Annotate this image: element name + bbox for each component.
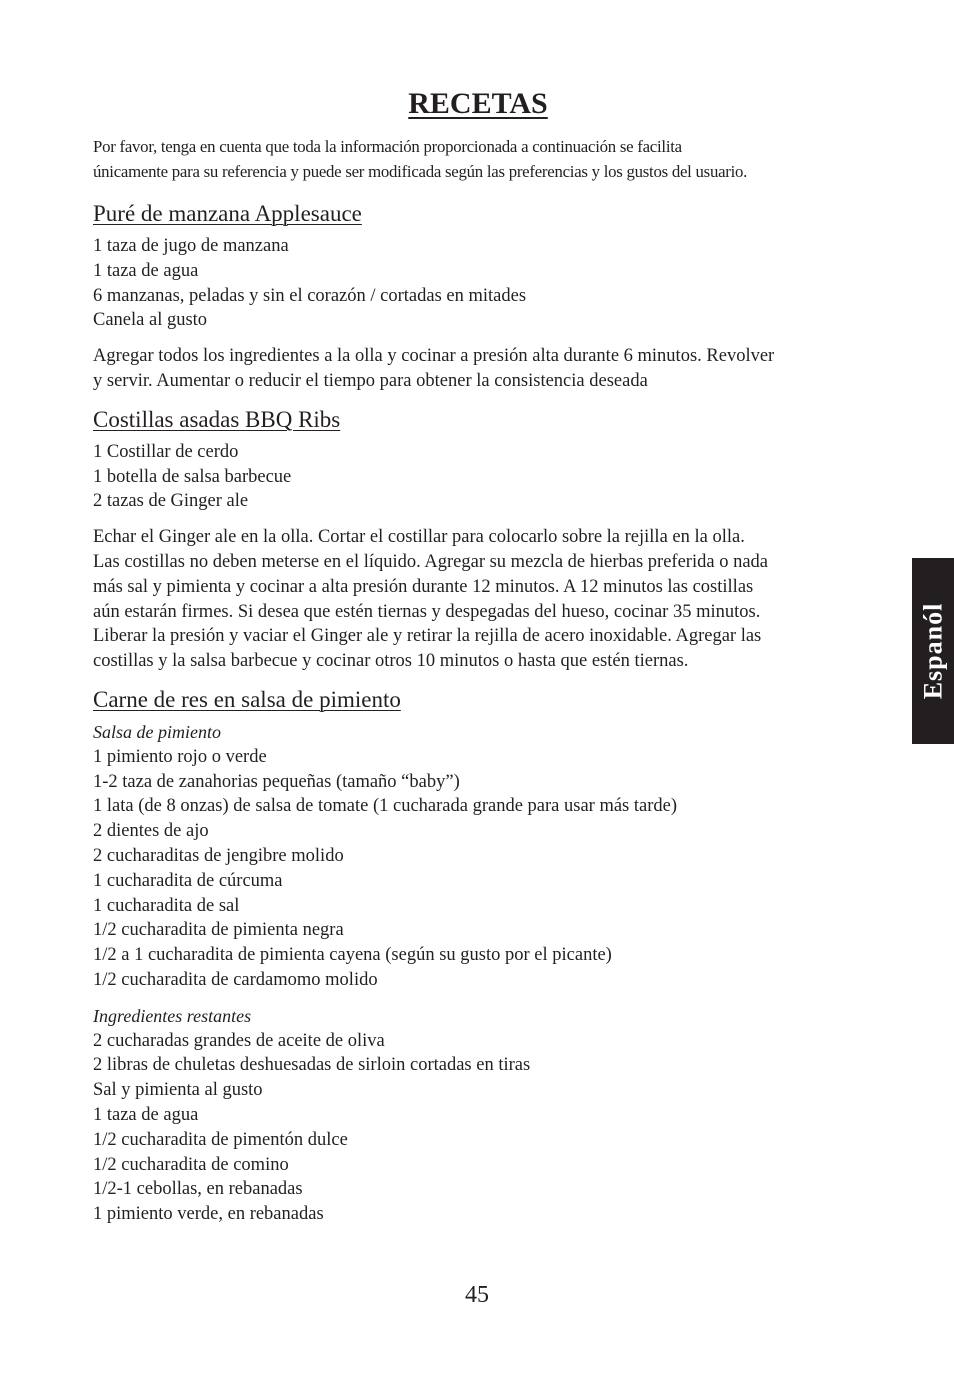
page-number: 45 <box>465 1282 489 1308</box>
ingredient-item: 1-2 taza de zanahorias pequeñas (tamaño “baby”) <box>93 771 460 792</box>
recipe-title: Carne de res en salsa de pimiento <box>93 686 401 712</box>
page-title: RECETAS <box>408 87 548 120</box>
recipe-title: Puré de manzana Applesauce <box>93 201 362 226</box>
ingredient-item: 1/2 cucharadita de pimienta negra <box>93 920 344 941</box>
instructions-paragraph <box>93 525 863 674</box>
ingredient-item: 1 taza de agua <box>93 260 199 281</box>
instructions-paragraph <box>93 344 863 394</box>
ingredient-item: 6 manzanas, peladas y sin el corazón / cortadas en mitades <box>93 285 527 306</box>
ingredient-list <box>93 1029 863 1227</box>
ingredient-item: 2 tazas de Ginger ale <box>93 491 249 512</box>
ingredient-item: 2 dientes de ajo <box>93 821 209 842</box>
language-side-tab <box>912 558 954 744</box>
recipe-bbq-ribs <box>93 404 863 674</box>
recipe-title: Costillas asadas BBQ Ribs <box>93 406 341 432</box>
instruction-line: Agregar todos los ingredientes a la olla y cocinar a presión alta durante 6 minutos. Revolver <box>93 346 775 367</box>
recipe-beef-pepper-sauce <box>93 684 863 1227</box>
instruction-line: Echar el Ginger ale en la olla. Cortar el costillar para colocarlo sobre la rejilla en la olla. <box>93 527 745 548</box>
instruction-line: y servir. Aumentar o reducir el tiempo para obtener la consistencia deseada <box>93 370 648 391</box>
intro-paragraph <box>93 134 863 184</box>
intro-line: únicamente para su referencia y puede ser modificada según las preferencias y los gustos del usuario. <box>93 162 748 181</box>
ingredient-item: 1 Costillar de cerdo <box>93 441 239 462</box>
ingredient-list <box>93 234 863 333</box>
ingredient-item: 1 botella de salsa barbecue <box>93 466 292 487</box>
ingredient-item: Canela al gusto <box>93 310 208 331</box>
ingredient-item: 1/2 cucharadita de pimentón dulce <box>93 1129 348 1150</box>
instruction-line: Las costillas no deben meterse en el líquido. Agregar su mezcla de hierbas preferida o nada <box>93 551 768 572</box>
sauce-subheading: Salsa de pimiento <box>93 721 221 742</box>
ingredient-item: 1/2 a 1 cucharadita de pimienta cayena (según su gusto por el picante) <box>93 945 612 966</box>
instruction-line: más sal y pimienta y cocinar a alta presión durante 12 minutos. A 12 minutos las costillas <box>93 576 754 597</box>
ingredient-item: 1/2 cucharadita de comino <box>93 1154 289 1175</box>
document-page <box>93 84 863 1238</box>
recipe-applesauce <box>93 198 863 394</box>
ingredient-list <box>93 440 863 514</box>
ingredient-item: 1 pimiento rojo o verde <box>93 746 267 767</box>
ingredient-item: 1 taza de jugo de manzana <box>93 236 289 256</box>
ingredient-item: 2 cucharadas grandes de aceite de oliva <box>93 1030 385 1051</box>
remaining-subheading: Ingredientes restantes <box>93 1005 252 1026</box>
ingredient-item: 1/2 cucharadita de cardamomo molido <box>93 969 378 990</box>
ingredient-item: 2 libras de chuletas deshuesadas de sirloin cortadas en tiras <box>93 1055 531 1076</box>
ingredient-list <box>93 745 863 993</box>
ingredient-item: 1 cucharadita de sal <box>93 895 240 916</box>
ingredient-item: 1 pimiento verde, en rebanadas <box>93 1204 324 1225</box>
language-tab-label: Espanól <box>918 602 948 700</box>
instruction-line: Liberar la presión y vaciar el Ginger ale y retirar la rejilla de acero inoxidable. Agregar las <box>93 626 762 647</box>
instruction-line: costillas y la salsa barbecue y cocinar otros 10 minutos o hasta que estén tiernas. <box>93 651 689 672</box>
intro-line: Por favor, tenga en cuenta que toda la información proporcionada a continuación se facilita <box>93 137 682 156</box>
ingredient-item: 1 lata (de 8 onzas) de salsa de tomate (1 cucharada grande para usar más tarde) <box>93 796 678 817</box>
ingredient-item: 1/2-1 cebollas, en rebanadas <box>93 1179 303 1200</box>
ingredient-item: 2 cucharaditas de jengibre molido <box>93 845 344 866</box>
ingredient-item: 1 taza de agua <box>93 1104 199 1125</box>
ingredient-item: 1 cucharadita de cúrcuma <box>93 870 283 891</box>
ingredient-item: Sal y pimienta al gusto <box>93 1080 263 1101</box>
instruction-line: aún estarán firmes. Si desea que estén tiernas y despegadas del hueso, cocinar 35 minutos. <box>93 601 761 622</box>
